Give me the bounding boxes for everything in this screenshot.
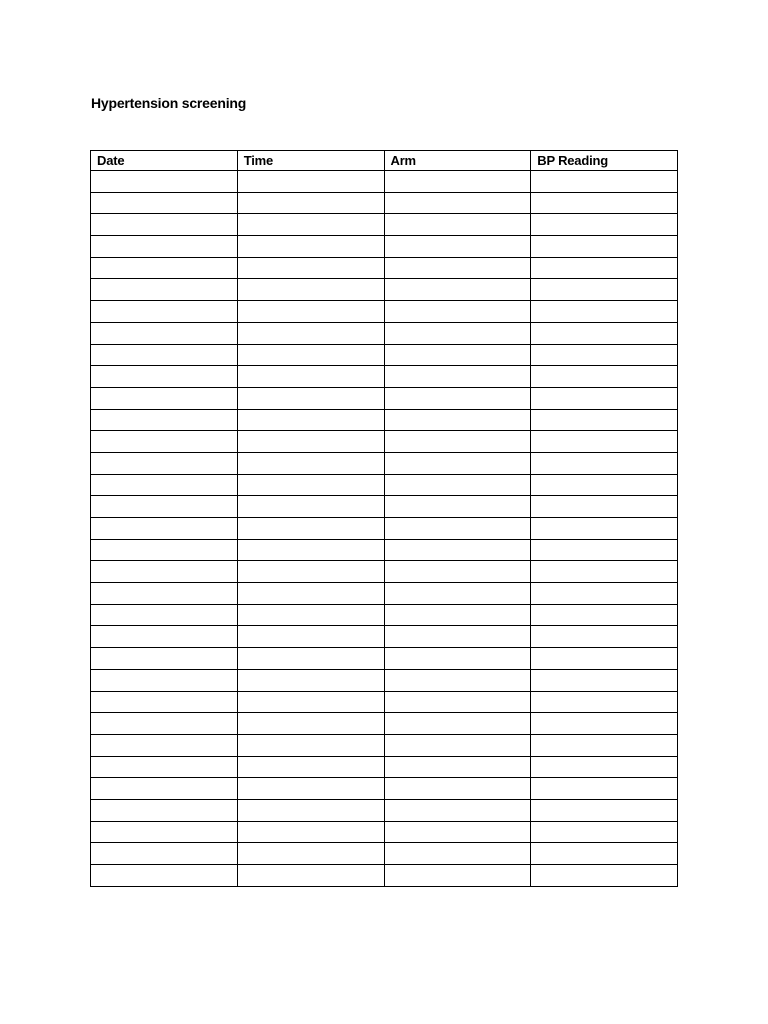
table-cell-time [237,843,384,865]
table-cell-date [91,518,238,540]
table-cell-arm [384,821,531,843]
column-header-time: Time [237,151,384,171]
table-cell-bp-reading [531,322,678,344]
table-row [91,561,678,583]
table-cell-date [91,626,238,648]
table-row [91,518,678,540]
table-cell-bp-reading [531,431,678,453]
table-cell-bp-reading [531,843,678,865]
table-cell-arm [384,626,531,648]
table-cell-date [91,387,238,409]
table-cell-time [237,214,384,236]
table-cell-arm [384,431,531,453]
table-cell-bp-reading [531,344,678,366]
table-cell-bp-reading [531,691,678,713]
table-cell-arm [384,257,531,279]
table-row [91,366,678,388]
table-row [91,669,678,691]
table-cell-arm [384,583,531,605]
table-cell-time [237,648,384,670]
table-cell-date [91,344,238,366]
table-row [91,778,678,800]
table-cell-bp-reading [531,865,678,887]
table-cell-arm [384,865,531,887]
table-cell-arm [384,669,531,691]
table-cell-bp-reading [531,604,678,626]
table-cell-time [237,322,384,344]
table-row [91,322,678,344]
table-cell-date [91,366,238,388]
table-row [91,236,678,258]
table-cell-time [237,279,384,301]
table-cell-time [237,301,384,323]
table-cell-bp-reading [531,257,678,279]
column-header-bp-reading: BP Reading [531,151,678,171]
table-cell-date [91,561,238,583]
table-row [91,539,678,561]
column-header-arm: Arm [384,151,531,171]
table-cell-date [91,583,238,605]
table-cell-date [91,756,238,778]
table-cell-arm [384,561,531,583]
table-cell-bp-reading [531,236,678,258]
table-cell-arm [384,648,531,670]
table-row [91,192,678,214]
document-title: Hypertension screening [91,95,247,111]
table-cell-bp-reading [531,279,678,301]
column-header-date: Date [91,151,238,171]
table-cell-bp-reading [531,778,678,800]
table-cell-date [91,734,238,756]
table-cell-arm [384,713,531,735]
table-cell-bp-reading [531,561,678,583]
table-cell-bp-reading [531,366,678,388]
table-cell-time [237,366,384,388]
table-cell-date [91,691,238,713]
table-cell-time [237,452,384,474]
table-row [91,583,678,605]
table-cell-arm [384,409,531,431]
table-row [91,604,678,626]
table-cell-arm [384,799,531,821]
table-cell-time [237,561,384,583]
table-cell-arm [384,192,531,214]
table-row [91,626,678,648]
table-cell-arm [384,604,531,626]
table-cell-bp-reading [531,626,678,648]
table-cell-time [237,474,384,496]
table-row [91,691,678,713]
table-cell-time [237,756,384,778]
table-cell-time [237,192,384,214]
table-row [91,865,678,887]
table-cell-bp-reading [531,171,678,193]
screening-log-table [90,150,678,887]
table-cell-date [91,669,238,691]
table-cell-time [237,626,384,648]
table-cell-arm [384,843,531,865]
table-cell-date [91,648,238,670]
table-cell-time [237,734,384,756]
table-row [91,387,678,409]
table-cell-date [91,843,238,865]
table-cell-date [91,171,238,193]
table-row [91,257,678,279]
table-cell-arm [384,691,531,713]
table-row [91,279,678,301]
table-cell-date [91,778,238,800]
table-cell-bp-reading [531,756,678,778]
table-cell-time [237,518,384,540]
table-row [91,301,678,323]
table-body [91,171,678,887]
table-cell-time [237,409,384,431]
table-cell-date [91,474,238,496]
table-cell-arm [384,496,531,518]
table-cell-time [237,236,384,258]
table-cell-bp-reading [531,734,678,756]
table-cell-time [237,821,384,843]
table-cell-date [91,865,238,887]
table-cell-arm [384,778,531,800]
table-cell-bp-reading [531,713,678,735]
table-row [91,474,678,496]
table-cell-arm [384,214,531,236]
table-cell-time [237,431,384,453]
table-cell-time [237,539,384,561]
table-cell-time [237,691,384,713]
table-cell-bp-reading [531,409,678,431]
table-cell-bp-reading [531,496,678,518]
table-cell-date [91,799,238,821]
table-row [91,734,678,756]
table-cell-bp-reading [531,452,678,474]
table-row [91,713,678,735]
table-cell-bp-reading [531,821,678,843]
table-cell-date [91,604,238,626]
table-cell-bp-reading [531,518,678,540]
table-cell-bp-reading [531,214,678,236]
table-cell-date [91,236,238,258]
table-row [91,431,678,453]
table-cell-arm [384,452,531,474]
table-cell-date [91,257,238,279]
table-cell-date [91,713,238,735]
table-cell-date [91,821,238,843]
table-cell-arm [384,474,531,496]
table-cell-bp-reading [531,583,678,605]
table-cell-date [91,539,238,561]
table-cell-date [91,409,238,431]
table-cell-time [237,799,384,821]
table-cell-time [237,344,384,366]
table-cell-arm [384,171,531,193]
table-row [91,496,678,518]
table-cell-arm [384,344,531,366]
table-cell-arm [384,322,531,344]
table-cell-arm [384,236,531,258]
table-cell-date [91,322,238,344]
table-row [91,756,678,778]
table-row [91,648,678,670]
table-cell-time [237,778,384,800]
table-row [91,843,678,865]
table-cell-arm [384,756,531,778]
table-cell-time [237,496,384,518]
table-cell-time [237,865,384,887]
table-row [91,344,678,366]
table-row [91,171,678,193]
table-cell-date [91,431,238,453]
table-cell-arm [384,387,531,409]
table-cell-arm [384,279,531,301]
table-cell-arm [384,301,531,323]
table-cell-time [237,387,384,409]
table-cell-bp-reading [531,799,678,821]
table-cell-bp-reading [531,387,678,409]
table-cell-bp-reading [531,192,678,214]
table-cell-time [237,583,384,605]
table-cell-bp-reading [531,669,678,691]
table-cell-bp-reading [531,648,678,670]
table-cell-time [237,713,384,735]
table-cell-date [91,301,238,323]
table-cell-date [91,452,238,474]
table-cell-arm [384,366,531,388]
table-row [91,409,678,431]
table-cell-date [91,192,238,214]
table-cell-arm [384,518,531,540]
table-row [91,821,678,843]
table-cell-date [91,496,238,518]
table-row [91,452,678,474]
table-cell-bp-reading [531,539,678,561]
table-cell-time [237,604,384,626]
table-cell-date [91,214,238,236]
table-cell-date [91,279,238,301]
table-cell-time [237,257,384,279]
table-cell-time [237,171,384,193]
table-row [91,799,678,821]
table-cell-bp-reading [531,301,678,323]
table-cell-bp-reading [531,474,678,496]
table-cell-arm [384,539,531,561]
table-cell-time [237,669,384,691]
table-row [91,214,678,236]
table-header [91,151,678,171]
table-cell-arm [384,734,531,756]
header-row [91,151,678,171]
